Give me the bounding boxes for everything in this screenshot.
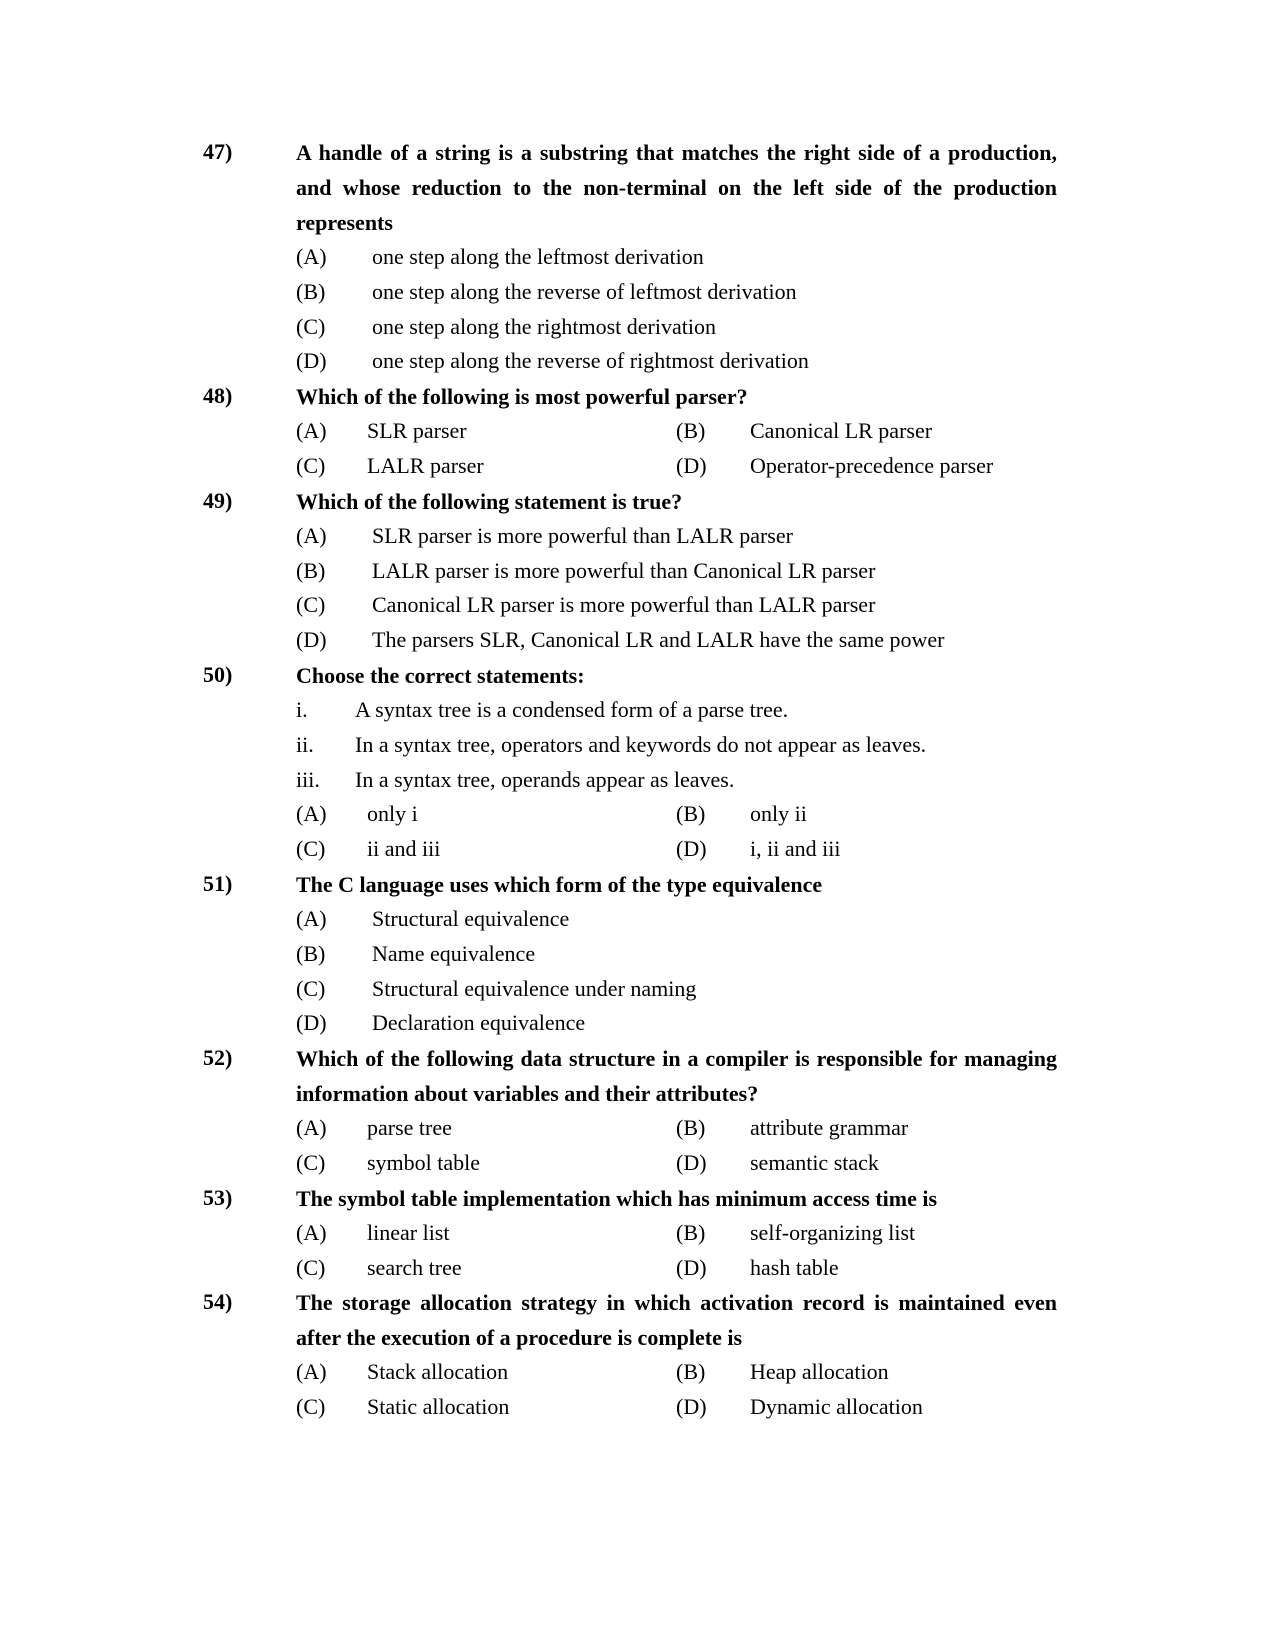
option-text: Heap allocation bbox=[750, 1359, 889, 1385]
question-number: 49) bbox=[203, 487, 233, 513]
question-text: Which of the following statement is true? bbox=[296, 488, 683, 514]
option-row bbox=[0, 797, 1275, 832]
option-label: (B) bbox=[676, 1359, 706, 1385]
question-53 bbox=[0, 1181, 1275, 1286]
question-number: 50) bbox=[203, 661, 233, 687]
option-row bbox=[0, 449, 1275, 484]
option-text: Canonical LR parser is more powerful than LALR parser bbox=[372, 592, 876, 618]
question-number: 48) bbox=[203, 383, 233, 409]
option-label: (D) bbox=[676, 1254, 707, 1280]
option-label: (B) bbox=[676, 418, 706, 444]
option-row bbox=[0, 240, 1275, 275]
option-label: (C) bbox=[296, 836, 326, 862]
option-text: attribute grammar bbox=[750, 1115, 909, 1141]
question-text: Choose the correct statements: bbox=[296, 662, 585, 688]
question-text: A handle of a string is a substring that matches the right side of a production, and whose reduction to the non-terminal on the left side of the production represents bbox=[296, 140, 1057, 235]
option-row bbox=[0, 414, 1275, 449]
option-label: (B) bbox=[296, 278, 326, 304]
option-label: (B) bbox=[296, 940, 326, 966]
option-text: Static allocation bbox=[367, 1394, 510, 1420]
question-54 bbox=[0, 1285, 1275, 1425]
statement-label: i. bbox=[296, 696, 308, 722]
question-48 bbox=[0, 379, 1275, 484]
option-text: Dynamic allocation bbox=[750, 1394, 923, 1420]
option-label: (C) bbox=[296, 1394, 326, 1420]
option-label: (B) bbox=[676, 801, 706, 827]
option-text: semantic stack bbox=[750, 1149, 879, 1175]
option-text: Canonical LR parser bbox=[750, 418, 933, 444]
question-50 bbox=[0, 658, 1275, 867]
question-number: 54) bbox=[203, 1289, 233, 1315]
option-row bbox=[0, 1355, 1275, 1390]
option-label: (D) bbox=[296, 348, 327, 374]
option-label: (C) bbox=[296, 592, 326, 618]
option-text: symbol table bbox=[367, 1149, 481, 1175]
option-text: Declaration equivalence bbox=[372, 1010, 586, 1036]
question-text: Which of the following data structure in a compiler is responsible for managing information about variables and their attributes? bbox=[296, 1046, 1057, 1107]
statement-row bbox=[0, 693, 1275, 728]
option-text: The parsers SLR, Canonical LR and LALR have the same power bbox=[372, 627, 945, 653]
question-text: Which of the following is most powerful parser? bbox=[296, 384, 748, 410]
option-text: linear list bbox=[367, 1219, 450, 1245]
option-label: (A) bbox=[296, 905, 327, 931]
option-label: (A) bbox=[296, 1359, 327, 1385]
option-label: (A) bbox=[296, 418, 327, 444]
option-row bbox=[0, 1216, 1275, 1251]
option-text: LALR parser is more powerful than Canonical LR parser bbox=[372, 557, 876, 583]
option-text: SLR parser is more powerful than LALR parser bbox=[372, 522, 793, 548]
option-text: self-organizing list bbox=[750, 1219, 916, 1245]
option-label: (D) bbox=[296, 1010, 327, 1036]
option-label: (A) bbox=[296, 522, 327, 548]
question-52 bbox=[0, 1041, 1275, 1181]
option-label: (A) bbox=[296, 244, 327, 269]
option-text: only i bbox=[367, 801, 418, 827]
option-label: (B) bbox=[676, 1219, 706, 1245]
question-text: The symbol table implementation which has minimum access time is bbox=[296, 1185, 938, 1211]
statement-label: ii. bbox=[296, 731, 314, 757]
question-51 bbox=[0, 867, 1275, 1041]
option-row bbox=[0, 1111, 1275, 1146]
option-row bbox=[0, 937, 1275, 972]
option-row bbox=[0, 972, 1275, 1007]
option-text: Name equivalence bbox=[372, 940, 536, 966]
statement-text: In a syntax tree, operands appear as leaves. bbox=[355, 766, 735, 792]
option-label: (C) bbox=[296, 975, 326, 1001]
option-text: Structural equivalence bbox=[372, 905, 570, 931]
question-47 bbox=[0, 135, 1275, 379]
statement-row bbox=[0, 728, 1275, 763]
question-number: 53) bbox=[203, 1184, 233, 1210]
option-label: (C) bbox=[296, 452, 326, 478]
option-text: one step along the reverse of rightmost derivation bbox=[372, 348, 809, 374]
option-text: one step along the leftmost derivation bbox=[372, 244, 704, 269]
option-label: (B) bbox=[296, 557, 326, 583]
question-number: 47) bbox=[203, 139, 233, 164]
option-row bbox=[0, 275, 1275, 310]
option-text: only ii bbox=[750, 801, 807, 827]
option-text: SLR parser bbox=[367, 418, 467, 444]
option-row bbox=[0, 832, 1275, 867]
option-text: search tree bbox=[367, 1254, 462, 1280]
option-text: Structural equivalence under naming bbox=[372, 975, 697, 1001]
question-49 bbox=[0, 484, 1275, 658]
option-label: (C) bbox=[296, 1254, 326, 1280]
option-label: (D) bbox=[676, 1149, 707, 1175]
option-text: parse tree bbox=[367, 1115, 452, 1141]
option-text: Stack allocation bbox=[367, 1359, 509, 1385]
option-label: (A) bbox=[296, 1219, 327, 1245]
option-text: i, ii and iii bbox=[750, 836, 841, 862]
option-label: (B) bbox=[676, 1115, 706, 1141]
statement-text: In a syntax tree, operators and keywords do not appear as leaves. bbox=[355, 731, 927, 757]
option-row bbox=[0, 588, 1275, 623]
option-row bbox=[0, 554, 1275, 589]
option-row bbox=[0, 1390, 1275, 1425]
option-label: (C) bbox=[296, 1149, 326, 1175]
option-row bbox=[0, 1251, 1275, 1286]
option-row bbox=[0, 1146, 1275, 1181]
question-text: The storage allocation strategy in which activation record is maintained even after the execution of a procedure is complete is bbox=[296, 1290, 1057, 1351]
option-text: Operator-precedence parser bbox=[750, 452, 994, 478]
option-row bbox=[0, 310, 1275, 345]
option-row bbox=[0, 902, 1275, 937]
option-text: one step along the rightmost derivation bbox=[372, 313, 716, 339]
option-row bbox=[0, 623, 1275, 658]
option-label: (D) bbox=[676, 836, 707, 862]
option-label: (A) bbox=[296, 801, 327, 827]
option-row bbox=[0, 344, 1275, 379]
option-label: (A) bbox=[296, 1115, 327, 1141]
option-label: (C) bbox=[296, 313, 326, 339]
question-number: 51) bbox=[203, 870, 233, 896]
question-text: The C language uses which form of the type equivalence bbox=[296, 871, 823, 897]
exam-page bbox=[0, 135, 1275, 1425]
statement-text: A syntax tree is a condensed form of a parse tree. bbox=[355, 696, 789, 722]
statement-label: iii. bbox=[296, 766, 320, 792]
question-number: 52) bbox=[203, 1045, 233, 1071]
option-text: one step along the reverse of leftmost derivation bbox=[372, 278, 797, 304]
option-label: (D) bbox=[676, 452, 707, 478]
option-label: (D) bbox=[296, 627, 327, 653]
option-text: LALR parser bbox=[367, 452, 484, 478]
statement-row bbox=[0, 763, 1275, 798]
option-text: hash table bbox=[750, 1254, 839, 1280]
option-label: (D) bbox=[676, 1394, 707, 1420]
option-row bbox=[0, 519, 1275, 554]
option-row bbox=[0, 1006, 1275, 1041]
option-text: ii and iii bbox=[367, 836, 441, 862]
